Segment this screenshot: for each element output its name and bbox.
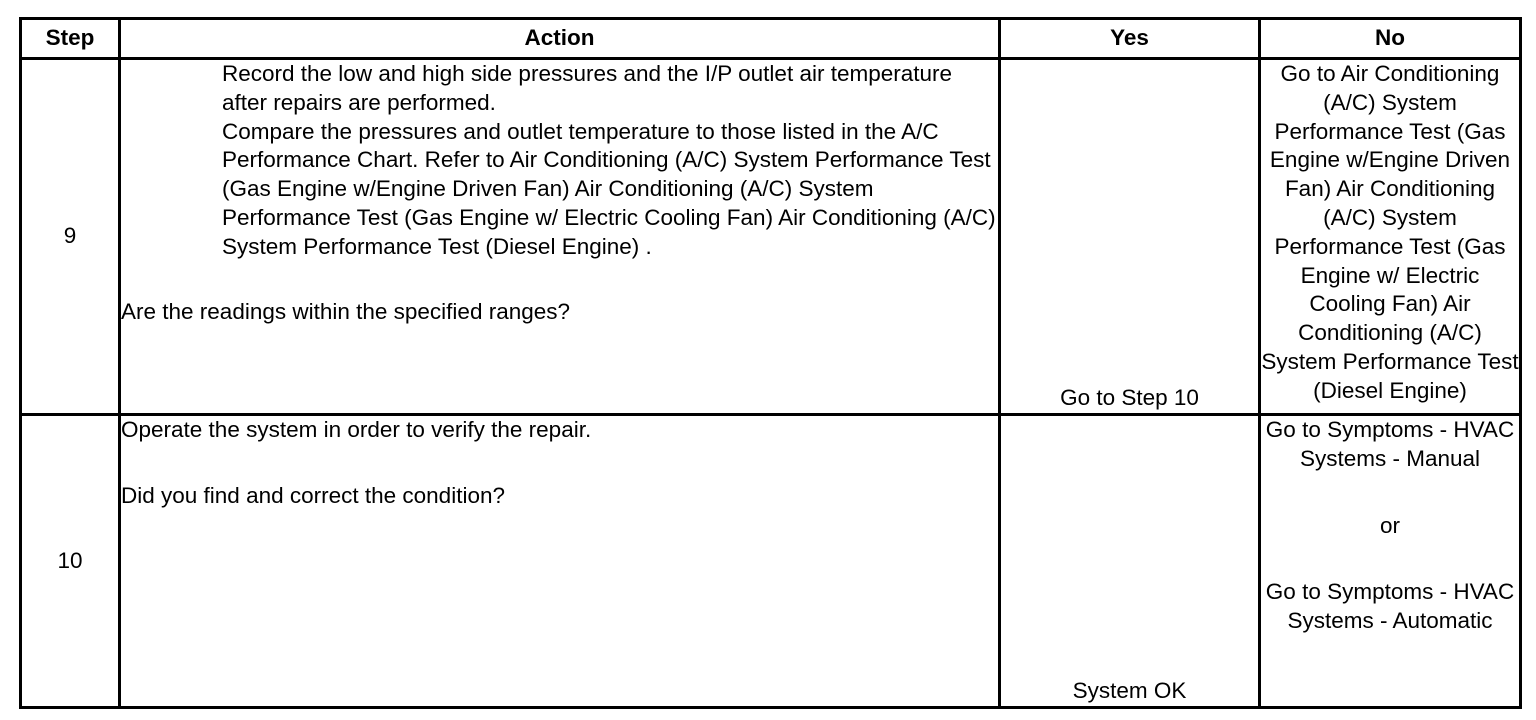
header-no: No: [1260, 19, 1521, 59]
step-number: 9: [21, 59, 120, 415]
no-cell: [1260, 415, 1521, 708]
step-number: 10: [21, 415, 120, 708]
header-yes: Yes: [1000, 19, 1260, 59]
no-option-manual: Go to Symptoms - HVAC Systems - Manual: [1265, 417, 1515, 471]
header-step: Step: [21, 19, 120, 59]
table-row-step-10: [21, 415, 1521, 708]
table-row-step-9: [21, 59, 1521, 415]
action-cell: [120, 415, 1000, 708]
no-cell: Go to Air Conditioning (A/C) System Performance Test (Gas Engine w/Engine Driven Fan) Air Conditioning (A/C) System Performance Test (Gas Engine w/ Electric Cooling Fan) Air Conditioning (A/C) System Performance Test (Diesel Engine): [1260, 59, 1521, 415]
yes-cell: Go to Step 10: [1000, 59, 1260, 415]
yes-cell: System OK: [1000, 415, 1260, 708]
header-row: [21, 19, 1521, 59]
action-question: Are the readings within the specified ranges?: [121, 298, 571, 324]
action-question: Did you find and correct the condition?: [121, 482, 505, 508]
diagnostic-table: [19, 17, 1522, 709]
action-cell: [120, 59, 1000, 415]
action-instructions: [222, 60, 998, 262]
no-or-label: or: [1379, 512, 1400, 538]
spacer: [1261, 474, 1519, 512]
header-action: Action: [120, 19, 1000, 59]
spacer: [1261, 540, 1519, 578]
action-line-record: Record the low and high side pressures and the I/P outlet air temperature after repairs are performed.: [222, 61, 953, 115]
action-line-compare: Compare the pressures and outlet temperature to those listed in the A/C Performance Chart. Refer to Air Conditioning (A/C) System Performance Test (Gas Engine w/Engine Driven Fan) Air Conditioning (A/C) System Performance Test (Gas Engine w/ Electric Cooling Fan) Air Conditioning (A/C) System Performance Test (Diesel Engine) .: [222, 118, 996, 259]
no-option-automatic: Go to Symptoms - HVAC Systems - Automatic: [1265, 579, 1515, 634]
action-line-operate: Operate the system in order to verify the repair.: [121, 417, 592, 442]
